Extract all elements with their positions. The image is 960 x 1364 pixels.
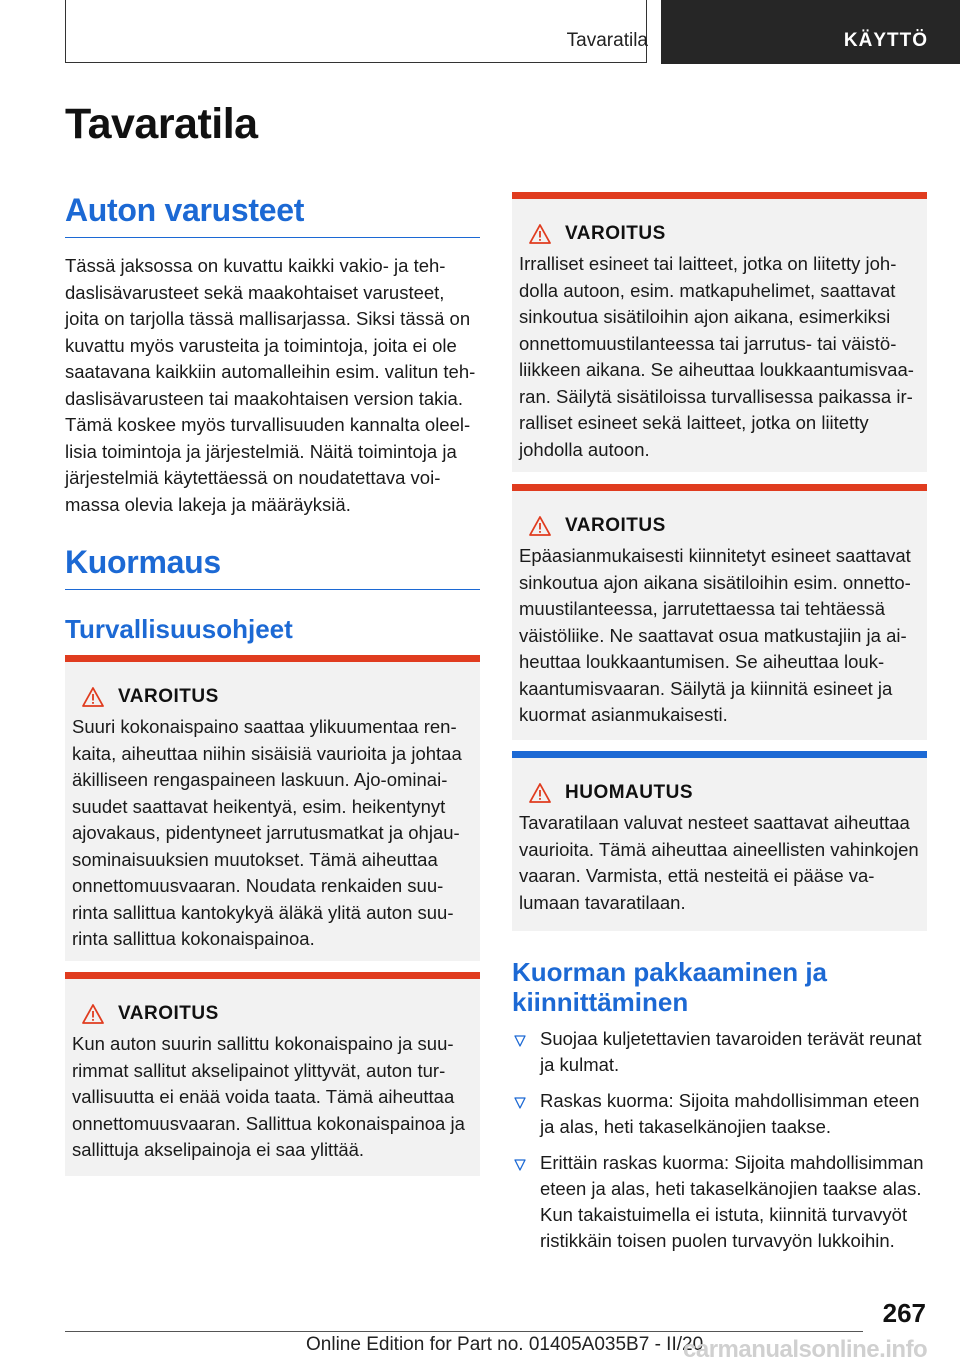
equipment-heading: Auton varusteet	[65, 192, 480, 238]
bullet-triangle-icon	[514, 1035, 526, 1047]
header-chapter-label: KÄYTTÖ	[843, 30, 928, 51]
bullet-triangle-icon	[514, 1097, 526, 1109]
page-number: 267	[882, 1298, 926, 1328]
list-item	[512, 1150, 927, 1254]
list-item-text: Suojaa kuljetettavien tavaroiden terävät reunat ja kulmat.	[540, 1028, 922, 1075]
warning-title-row	[72, 686, 472, 708]
packing-list	[512, 1026, 927, 1264]
warning-box	[65, 972, 480, 1176]
warning-box	[512, 192, 927, 472]
loading-heading: Kuormaus	[65, 544, 480, 590]
warning-triangle-icon	[529, 224, 551, 244]
warning-text: Suuri kokonaispaino saattaa ylikuumentaa renkaita, aiheuttaa niihin sisäisiä vaurioita ja johtaa äkilliseen rengaspaineen laskuun. Ajo-ominaisuudet saattavat heikentyä, esim. heikentynyt ajovakaus, pidentyneet jarrutusmatkat ja ohjausominaisuuksien muutokset. Tämä aiheuttaa onnettomuusvaaran. Noudata renkaiden suurinta sallittua kantokykyä äläkä ylitä auton suurinta sallittua kokonaispainoa.	[72, 716, 462, 949]
warning-text: Epäasianmukaisesti kiinnitetyt esineet saattavat sinkoutua ajon aikana sisätiloihin esim. onnettomuustilanteessa, jarrutettaessa tai tehtäessä väistöliike. Ne saattavat osua matkustajiin ja aiheuttaa loukkaantumisen. Se aiheuttaa loukkaantumisvaaran. Säilytä ja kiinnitä esineet ja kuormat asianmukaisesti.	[519, 545, 911, 725]
warning-text: Kun auton suurin sallittu kokonaispaino ja suurimmat sallitut akselipainot ylittyvät, auton turvallisuutta ei enää voida taata. Tämä aiheuttaa onnettomuusvaaran. Sallittua kokonaispainoa ja sallittuja akselipainoja ei saa ylittää.	[72, 1033, 465, 1160]
footer-edition: Online Edition for Part no. 01405A035B7 - II/20	[306, 1334, 704, 1355]
page-title: Tavaratila	[65, 100, 258, 148]
watermark: carmanualsonline.info	[683, 1336, 928, 1363]
warning-triangle-icon	[82, 1004, 104, 1024]
notice-box	[512, 751, 927, 931]
warning-title-row	[72, 1003, 472, 1025]
warning-box	[512, 484, 927, 740]
warning-title: VAROITUS	[118, 686, 219, 707]
list-item-text: Raskas kuorma: Sijoita mahdollisimman eteen ja alas, heti takaselkänojien taakse.	[540, 1090, 920, 1137]
warning-triangle-icon	[82, 687, 104, 707]
header-chapter-tab	[661, 0, 960, 64]
list-item	[512, 1026, 927, 1078]
list-item-text: Erittäin raskas kuorma: Sijoita mahdollisimman eteen ja alas, heti takaselkänojien taakse alas. Kun takaistuimella ei istuta, kiinnitä turvavyöt ristikkäin toisen puolen turvavyön lukkoihin.	[540, 1152, 924, 1251]
list-item	[512, 1088, 927, 1140]
bullet-triangle-icon	[514, 1159, 526, 1171]
equipment-text: Tässä jaksossa on kuvattu kaikki vakio- ja tehdaslisävarusteet sekä maakohtaiset varusteet, joita on tarjolla tässä mallisarjassa. Siksi tässä on kuvattu myös varusteita ja toimintoja, joita ei ole saatavana kaikkiin automalleihin esim. valitun tehdaslisävarusteen tai maakohtaisen version takia. Tämä koskee myös turvallisuuden kannalta oleellisia toimintoja ja järjestelmiä. Näitä toimintoja ja järjestelmiä käytettäessä on noudatettava voimassa olevia lakeja ja määräyksiä.	[65, 255, 476, 515]
warning-triangle-icon	[529, 516, 551, 536]
header-frame	[65, 0, 647, 63]
notice-text: Tavaratilaan valuvat nesteet saattavat aiheuttaa vaurioita. Tämä aiheuttaa aineellisten vahinkojen vaaran. Varmista, että nesteitä ei pääse valumaan tavaratilaan.	[519, 812, 919, 913]
safety-subheading: Turvallisuusohjeet	[65, 614, 293, 644]
warning-title: VAROITUS	[565, 223, 666, 244]
notice-title-row	[519, 782, 919, 804]
warning-text: Irralliset esineet tai laitteet, jotka on liitetty johdolla autoon, esim. matkapuhelimet, saattavat sinkoutua sisätiloihin ajon aikana, esimerkiksi onnettomuustilanteessa tai jarrutus- tai väistöliikkeen aikana. Se aiheuttaa loukkaantumisvaaran. Säilytä sisätiloissa turvallisessa paikassa irralliset esineet sekä laitteet, jotka on liitetty johdolla autoon.	[519, 253, 914, 460]
packing-heading: Kuorman pakkaaminen ja kiinnittäminen	[512, 957, 827, 1017]
warning-title-row	[519, 223, 919, 245]
footer-divider	[65, 1331, 863, 1332]
header-section-title: Tavaratila	[566, 30, 648, 51]
notice-triangle-icon	[529, 783, 551, 803]
warning-title: VAROITUS	[565, 515, 666, 536]
warning-title-row	[519, 515, 919, 537]
notice-title: HUOMAUTUS	[565, 782, 693, 803]
warning-box	[65, 655, 480, 961]
warning-title: VAROITUS	[118, 1003, 219, 1024]
